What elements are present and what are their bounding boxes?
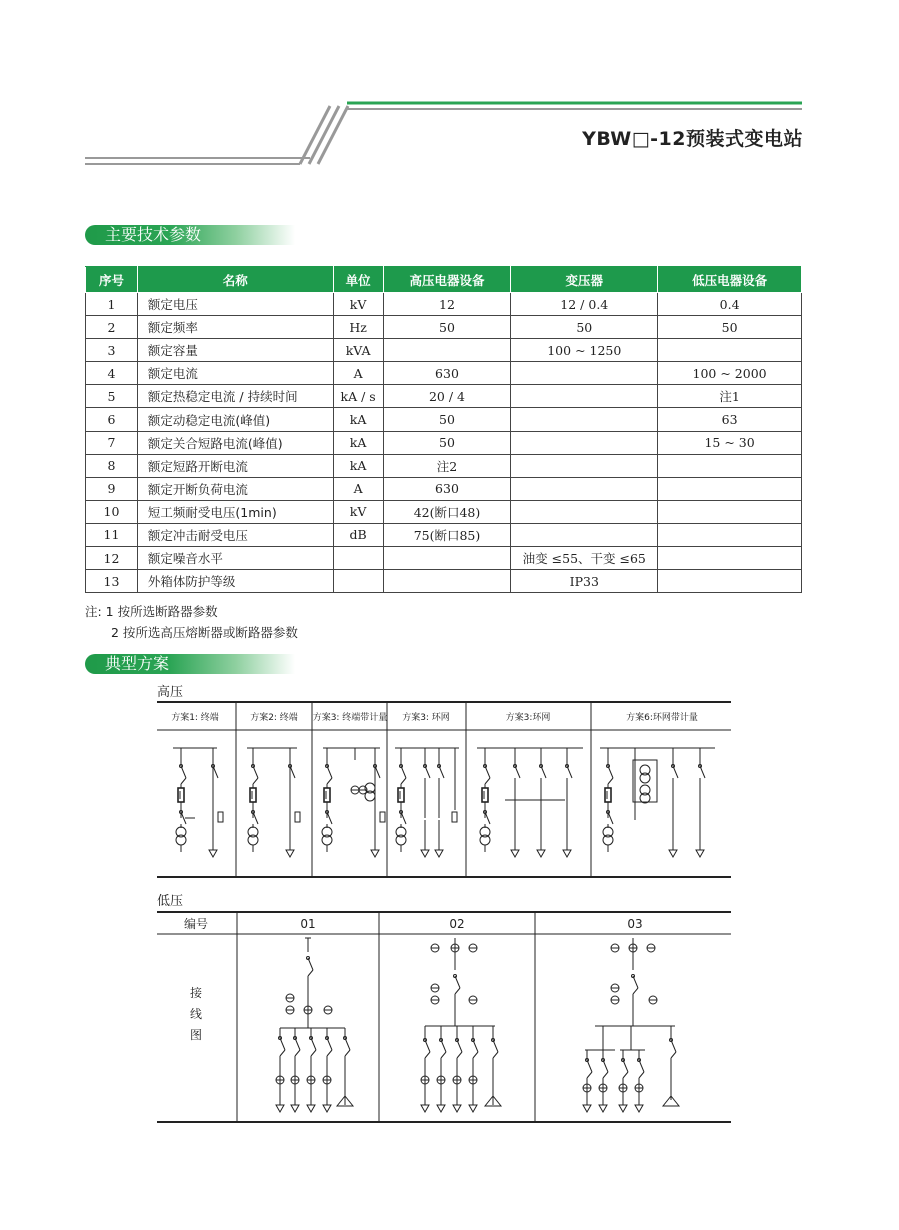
switch-blade (295, 1038, 300, 1050)
fuse-symbol (178, 788, 184, 802)
schematic-line (603, 1072, 608, 1078)
cable-arrow (307, 1105, 315, 1112)
table-cell: kA / s (333, 385, 383, 408)
table-cell: 630 (383, 362, 511, 385)
table-cell: 13 (86, 570, 138, 593)
table-header-cell: 名称 (137, 267, 333, 293)
cable-arrow (511, 850, 519, 857)
cable-arrow (469, 1105, 477, 1112)
switch-blade (401, 766, 406, 778)
table-cell: 50 (658, 316, 802, 339)
table-cell: 额定动稳定电流(峰值) (137, 408, 333, 431)
table-cell (658, 500, 802, 523)
cable-arrow (371, 850, 379, 857)
table-cell (333, 570, 383, 593)
table-cell (658, 547, 802, 570)
table-cell: kV (333, 293, 383, 316)
cable-arrow (291, 1105, 299, 1112)
cable-arrow (276, 1105, 284, 1112)
table-cell (511, 362, 658, 385)
table-row (86, 570, 802, 593)
table-cell: 12 (383, 293, 511, 316)
switch-blade (603, 1060, 608, 1072)
table-cell (511, 408, 658, 431)
cable-arrow (599, 1105, 607, 1112)
table-cell: 额定热稳定电流 / 持续时间 (137, 385, 333, 408)
lv-row-label-1: 接 (189, 986, 203, 1000)
cable-arrow (286, 850, 294, 857)
table-cell: 8 (86, 454, 138, 477)
table-cell (511, 500, 658, 523)
cable-arrow (209, 850, 217, 857)
table-row (86, 454, 802, 477)
switch-blade (401, 812, 406, 824)
parameters-table (85, 266, 802, 593)
section-header-schemes (85, 654, 295, 674)
table-cell: 短工频耐受电压(1min) (137, 500, 333, 523)
table-cell: 0.4 (658, 293, 802, 316)
table-cell: kA (333, 454, 383, 477)
table-cell: 100 ~ 2000 (658, 362, 802, 385)
cable-arrow (421, 1105, 429, 1112)
schematic-line (345, 1050, 350, 1056)
table-cell: IP33 (511, 570, 658, 593)
switch-blade (455, 976, 460, 988)
cable-arrow (563, 850, 571, 857)
table-cell: 9 (86, 477, 138, 500)
schematic-line (633, 988, 638, 994)
table-cell: 2 (86, 316, 138, 339)
switch-blade (181, 766, 186, 778)
schematic-line (327, 778, 332, 784)
table-cell: 15 ~ 30 (658, 431, 802, 454)
table-cell: 注2 (383, 454, 511, 477)
table-cell: 100 ~ 1250 (511, 339, 658, 362)
table-header-cell: 低压电器设备 (658, 267, 802, 293)
table-cell: 额定电流 (137, 362, 333, 385)
switch-blade (587, 1060, 592, 1072)
switch-blade (327, 812, 332, 824)
lv-schemes-diagram (155, 910, 733, 1126)
fuse-symbol (482, 788, 488, 802)
table-header-cell: 序号 (86, 267, 138, 293)
table-cell: 42(断口48) (383, 500, 511, 523)
switch-blade (327, 766, 332, 778)
schematic-line (311, 1050, 316, 1056)
lv-row-label-2: 线 (189, 1007, 203, 1021)
hv-label: 高压 (157, 685, 184, 700)
switch-blade (673, 766, 678, 778)
table-header-row (86, 267, 802, 293)
switch-blade (639, 1060, 644, 1072)
table-row (86, 293, 802, 316)
lv-number-02: 02 (449, 917, 465, 931)
lv-label: 低压 (157, 894, 184, 909)
hv-scheme-2: 方案2: 终端 (250, 713, 298, 723)
section-title: 主要技术参数 (105, 225, 202, 244)
table-body (86, 293, 802, 593)
table-cell (511, 454, 658, 477)
table-header-cell: 高压电器设备 (383, 267, 511, 293)
table-cell: 63 (658, 408, 802, 431)
table-cell (383, 339, 511, 362)
table-cell: 额定关合短路电流(峰值) (137, 431, 333, 454)
table-cell (511, 431, 658, 454)
switch-blade (623, 1060, 628, 1072)
note-2: 2 按所选高压熔断器或断路器参数 (111, 625, 298, 640)
switch-blade (515, 766, 520, 778)
table-cell: 4 (86, 362, 138, 385)
switch-blade (633, 976, 638, 988)
table-cell: 3 (86, 339, 138, 362)
table-cell (658, 523, 802, 546)
table-cell: 1 (86, 293, 138, 316)
arrester (380, 812, 385, 822)
switch-blade (608, 812, 613, 824)
switch-blade (700, 766, 705, 778)
schematic-line (493, 1052, 498, 1058)
table-cell: kVA (333, 339, 383, 362)
note-1: 注: 1 按所选断路器参数 (85, 604, 218, 619)
table-cell: 油变 ≤55、干变 ≤65 (511, 547, 658, 570)
table-cell: 外箱体防护等级 (137, 570, 333, 593)
cable-arrow (435, 850, 443, 857)
switch-blade (493, 1040, 498, 1052)
schematic-line (280, 1050, 285, 1056)
lv-col-header: 编号 (183, 917, 209, 931)
switch-blade (439, 766, 444, 778)
table-cell: 额定容量 (137, 339, 333, 362)
schematic-line (441, 1052, 446, 1058)
hv-scheme-3: 方案3: 终端带计量 (312, 713, 388, 723)
table-cell (333, 547, 383, 570)
table-cell: 12 / 0.4 (511, 293, 658, 316)
table-cell: 50 (383, 316, 511, 339)
table-cell: 12 (86, 547, 138, 570)
switch-blade (311, 1038, 316, 1050)
table-cell: 50 (511, 316, 658, 339)
schematic-line (485, 778, 490, 784)
arrester (218, 812, 223, 822)
table-row (86, 339, 802, 362)
table-row (86, 385, 802, 408)
switch-blade (457, 1040, 462, 1052)
switch-blade (345, 1038, 350, 1050)
switch-blade (608, 766, 613, 778)
fuse-symbol (250, 788, 256, 802)
table-cell: kV (333, 500, 383, 523)
table-cell: 额定电压 (137, 293, 333, 316)
table-header-cell: 单位 (333, 267, 383, 293)
cable-arrow (635, 1105, 643, 1112)
table-cell: 额定冲击耐受电压 (137, 523, 333, 546)
switch-blade (441, 1040, 446, 1052)
table-cell: 7 (86, 431, 138, 454)
switch-blade (327, 1038, 332, 1050)
cable-arrow (421, 850, 429, 857)
cable-arrow (583, 1105, 591, 1112)
switch-blade (253, 766, 258, 778)
switch-blade (425, 1040, 430, 1052)
switch-blade (541, 766, 546, 778)
table-cell: kA (333, 431, 383, 454)
switch-blade (308, 958, 313, 970)
switch-blade (425, 766, 430, 778)
section-title: 典型方案 (105, 654, 170, 673)
page-title: YBW□-12预装式变电站 (582, 128, 803, 150)
table-cell: 5 (86, 385, 138, 408)
table-header-cell: 变压器 (511, 267, 658, 293)
lv-number-01: 01 (300, 917, 316, 931)
hv-scheme-1: 方案1: 终端 (171, 713, 219, 723)
table-row (86, 316, 802, 339)
schematic-line (253, 778, 258, 784)
table-cell: 20 / 4 (383, 385, 511, 408)
fuse-symbol (324, 788, 330, 802)
schematic-line (639, 1072, 644, 1078)
schematic-line (473, 1052, 478, 1058)
table-cell: 50 (383, 408, 511, 431)
schematic-line (623, 1072, 628, 1078)
schematic-line (455, 988, 460, 994)
hv-scheme-4: 方案3: 环网 (402, 713, 450, 723)
table-row (86, 477, 802, 500)
table-cell (658, 477, 802, 500)
switch-blade (473, 1040, 478, 1052)
cable-arrow (437, 1105, 445, 1112)
fuse-symbol (605, 788, 611, 802)
cable-arrow (453, 1105, 461, 1112)
table-cell: 75(断口85) (383, 523, 511, 546)
cable-arrow (323, 1105, 331, 1112)
table-cell (383, 570, 511, 593)
schematic-line (587, 1072, 592, 1078)
table-cell (383, 547, 511, 570)
switch-blade (485, 766, 490, 778)
table-cell: 50 (383, 431, 511, 454)
table-cell: 6 (86, 408, 138, 431)
lv-row-label-3: 图 (189, 1028, 203, 1042)
metering-box (633, 760, 657, 802)
table-cell (658, 570, 802, 593)
schematic-line (425, 1052, 430, 1058)
table-cell (511, 385, 658, 408)
switch-blade (213, 766, 218, 778)
hv-scheme-5: 方案3:环网 (505, 713, 551, 723)
schematic-line (457, 1052, 462, 1058)
switch-blade (485, 812, 490, 824)
table-cell: dB (333, 523, 383, 546)
switch-blade (290, 766, 295, 778)
cable-arrow (537, 850, 545, 857)
schematic-line (181, 778, 186, 784)
table-cell: 11 (86, 523, 138, 546)
schematic-line (327, 1050, 332, 1056)
schematic-line (401, 778, 406, 784)
header-decoration (0, 0, 899, 180)
switch-blade (375, 766, 380, 778)
table-cell (658, 454, 802, 477)
hv-schemes-diagram (155, 700, 733, 882)
fuse-symbol (398, 788, 404, 802)
table-cell: 额定开断负荷电流 (137, 477, 333, 500)
table-row (86, 547, 802, 570)
switch-blade (671, 1040, 676, 1052)
table-cell: A (333, 362, 383, 385)
schematic-line (608, 778, 613, 784)
switch-blade (280, 1038, 285, 1050)
table-cell: Hz (333, 316, 383, 339)
switch-blade (253, 812, 258, 824)
table-cell: 10 (86, 500, 138, 523)
table-cell: A (333, 477, 383, 500)
table-cell (511, 477, 658, 500)
table-cell: 注1 (658, 385, 802, 408)
table-cell: 额定短路开断电流 (137, 454, 333, 477)
table-cell (511, 523, 658, 546)
arrester (295, 812, 300, 822)
table-row (86, 362, 802, 385)
cable-arrow (696, 850, 704, 857)
table-row (86, 500, 802, 523)
table-cell: 额定噪音水平 (137, 547, 333, 570)
switch-blade (567, 766, 572, 778)
schematic-line (671, 1052, 676, 1058)
lv-number-03: 03 (627, 917, 643, 931)
table-cell: 630 (383, 477, 511, 500)
cable-arrow (669, 850, 677, 857)
section-header-params (85, 225, 295, 245)
cable-arrow (619, 1105, 627, 1112)
table-row (86, 431, 802, 454)
table-row (86, 408, 802, 431)
hv-scheme-6: 方案6:环网带计量 (626, 713, 698, 723)
table-row (86, 523, 802, 546)
table-cell (658, 339, 802, 362)
schematic-line (308, 970, 313, 976)
schematic-line (295, 1050, 300, 1056)
table-cell: 额定频率 (137, 316, 333, 339)
arrester (452, 812, 457, 822)
table-cell: kA (333, 408, 383, 431)
